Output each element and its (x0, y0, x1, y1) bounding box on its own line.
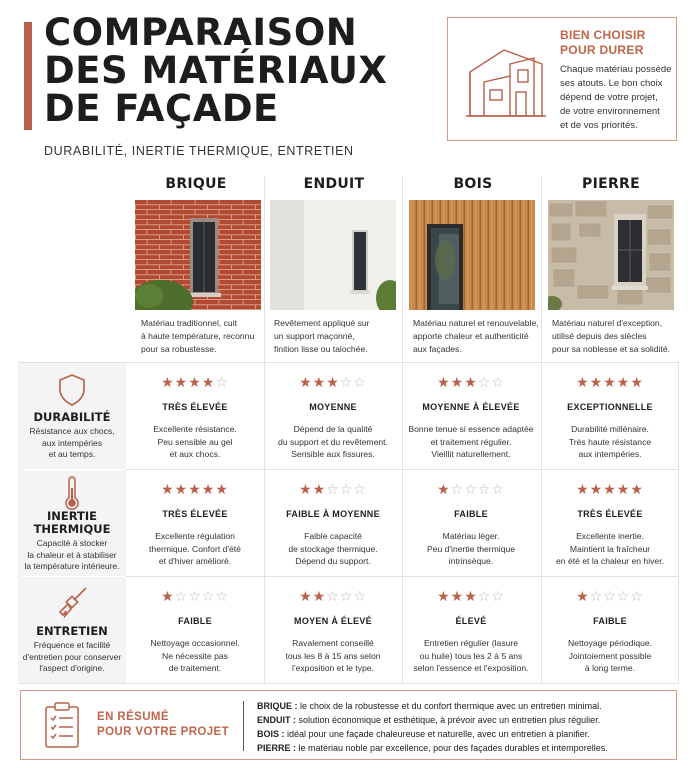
rating-cell (541, 588, 679, 675)
row-title: DURABILITÉ (33, 410, 111, 424)
star-filled-icon: ★ (630, 374, 644, 390)
intro-text: Chaque matériau possède ses atouts. Le bon choix dépend de votre projet, de votre environnement et de vos priorités. (560, 64, 672, 131)
star-empty-icon: ☆ (603, 588, 617, 604)
row-desc: Résistance aux chocs, aux intempéries et au temps. (29, 426, 115, 459)
star-empty-icon: ☆ (477, 374, 492, 390)
rating-cell (264, 374, 402, 461)
rating-cell (402, 588, 540, 675)
star-empty-icon: ☆ (589, 588, 604, 604)
material-desc-pierre: Matériau naturel d'exception, utilisé depuis des siècles pour sa noblesse et sa solidité. (552, 318, 670, 354)
star-empty-icon: ☆ (450, 481, 465, 497)
star-rating (126, 481, 264, 497)
rating-desc: Faible capacité de stockage thermique. Dépend du support. (288, 531, 378, 566)
star-filled-icon: ★ (589, 374, 604, 390)
rating-desc: Excellente régulation thermique. Confort d'été et d'hiver amélioré. (149, 531, 241, 566)
wood-facade-image (409, 200, 535, 310)
rating-level: EXCEPTIONNELLE (567, 402, 653, 412)
star-filled-icon: ★ (616, 374, 631, 390)
row-desc: Fréquence et facilité d'entretien pour conserver l'aspect d'origine. (22, 640, 122, 673)
star-filled-icon: ★ (312, 481, 327, 497)
star-empty-icon: ☆ (630, 588, 644, 604)
intro-title: BIEN CHOISIR POUR DURER (560, 28, 646, 57)
column-header-bois: BOIS (453, 176, 493, 192)
material-desc-brique: Matériau traditionnel, cuit à haute température, reconnu pour sa robustesse. (141, 318, 255, 354)
star-empty-icon: ☆ (353, 481, 367, 497)
rating-cell (264, 588, 402, 675)
star-rating (402, 588, 540, 604)
rating-level: MOYEN À ÉLEVÉ (294, 616, 372, 626)
star-empty-icon: ☆ (464, 481, 478, 497)
page-subtitle: DURABILITÉ, INERTIE THERMIQUE, ENTRETIEN (44, 144, 354, 158)
star-filled-icon: ★ (603, 374, 617, 390)
star-empty-icon: ☆ (491, 374, 505, 390)
rating-desc: Matériau léger. Peu d'inertie thermique intrinsèque. (426, 531, 516, 566)
star-empty-icon: ☆ (477, 481, 492, 497)
rating-level: FAIBLE (178, 616, 212, 626)
star-empty-icon: ☆ (174, 588, 189, 604)
row-desc: Capacité à stocker la chaleur et à stabiliser la température intérieure. (24, 538, 120, 571)
page-title: COMPARAISON DES MATÉRIAUX DE FAÇADE (44, 11, 388, 130)
summary-line: BOIS : idéal pour une façade chaleureuse et naturelle, avec un entretien à planifier. (257, 729, 590, 739)
rating-desc: Entretien régulier (lasure ou huile) tous les 2 à 5 ans selon l'essence et l'exposition. (413, 638, 529, 673)
row-header-entretien (18, 577, 126, 683)
rating-cell (402, 481, 540, 568)
star-filled-icon: ★ (188, 481, 202, 497)
star-empty-icon: ☆ (188, 588, 202, 604)
rating-desc: Bonne tenue si essence adaptée et traitement régulier. Vieillit naturellement. (408, 424, 534, 459)
star-rating (126, 374, 264, 390)
star-rating (541, 374, 679, 390)
star-rating (264, 588, 402, 604)
star-empty-icon: ☆ (491, 588, 505, 604)
summary-line: PIERRE : le matériau noble par excellence, pour des façades durables et intemporelles. (257, 743, 608, 753)
rating-desc: Nettoyage périodique. Jointoiement possible à long terme. (567, 638, 653, 673)
star-filled-icon: ★ (576, 374, 590, 390)
clipboard-icon (43, 701, 81, 749)
accent-bar (24, 22, 32, 130)
summary-line: BRIQUE : le choix de la robustesse et du confort thermique avec un entretien minimal. (257, 701, 602, 711)
rating-cell (402, 374, 540, 461)
material-desc-bois: Matériau naturel et renouvelable, apporte chaleur et authenticité aux façades. (413, 318, 539, 354)
rating-desc: Nettoyage occasionnel. Ne nécessite pas de traitement. (150, 638, 240, 673)
rating-level: MOYENNE À ÉLEVÉE (422, 402, 520, 412)
intro-box (447, 17, 677, 141)
star-filled-icon: ★ (437, 481, 451, 497)
star-empty-icon: ☆ (353, 374, 367, 390)
star-filled-icon: ★ (174, 374, 189, 390)
star-filled-icon: ★ (464, 588, 478, 604)
star-filled-icon: ★ (576, 481, 590, 497)
material-desc-enduit: Revêtement appliqué sur un support maçonné, finition lisse ou talochée. (274, 318, 370, 354)
rating-level: ÉLEVÉ (455, 616, 487, 626)
rating-level: FAIBLE (593, 616, 627, 626)
star-filled-icon: ★ (201, 374, 216, 390)
star-filled-icon: ★ (215, 481, 229, 497)
star-empty-icon: ☆ (339, 374, 354, 390)
star-empty-icon: ☆ (491, 481, 505, 497)
star-empty-icon: ☆ (326, 588, 340, 604)
rating-cell (541, 374, 679, 461)
star-filled-icon: ★ (326, 374, 340, 390)
star-filled-icon: ★ (312, 374, 327, 390)
star-filled-icon: ★ (188, 374, 202, 390)
render-facade-image (270, 200, 396, 310)
paintbrush-icon (54, 585, 90, 619)
star-filled-icon: ★ (312, 588, 327, 604)
star-rating (402, 374, 540, 390)
row-title: ENTRETIEN (36, 624, 108, 638)
rating-desc: Durabilité millénaire. Très haute résistance aux intempéries. (568, 424, 652, 459)
star-rating (541, 588, 679, 604)
star-filled-icon: ★ (161, 374, 175, 390)
summary-line: ENDUIT : solution économique et esthétique, à prévoir avec un entretien plus régulier. (257, 715, 601, 725)
rating-desc: Dépend de la qualité du support et du revêtement. Sensible aux fissures. (278, 424, 388, 459)
star-rating (402, 481, 540, 497)
row-divider (126, 576, 679, 577)
summary-title: EN RÉSUMÉ POUR VOTRE PROJET (97, 711, 230, 738)
row-header-durabilite (18, 363, 126, 469)
rating-level: TRÈS ÉLEVÉE (577, 509, 643, 519)
rating-level: TRÈS ÉLEVÉE (162, 509, 228, 519)
rating-level: FAIBLE À MOYENNE (286, 509, 380, 519)
star-rating (126, 588, 264, 604)
rating-cell (264, 481, 402, 568)
star-rating (264, 481, 402, 497)
star-empty-icon: ☆ (339, 588, 354, 604)
house-icon (464, 42, 548, 120)
star-filled-icon: ★ (450, 374, 465, 390)
rating-level: MOYENNE (309, 402, 357, 412)
shield-icon (57, 373, 87, 407)
star-filled-icon: ★ (437, 588, 451, 604)
rating-cell (126, 588, 264, 675)
star-filled-icon: ★ (589, 481, 604, 497)
star-filled-icon: ★ (616, 481, 631, 497)
star-filled-icon: ★ (437, 374, 451, 390)
rating-cell (126, 481, 264, 568)
star-filled-icon: ★ (630, 481, 644, 497)
rating-desc: Excellente résistance. Peu sensible au gel et aux chocs. (153, 424, 237, 459)
row-divider (126, 469, 679, 470)
star-filled-icon: ★ (576, 588, 590, 604)
star-empty-icon: ☆ (215, 588, 229, 604)
star-filled-icon: ★ (161, 588, 175, 604)
rating-desc: Ravalement conseillé tous les 8 à 15 ans selon l'exposition et le type. (285, 638, 381, 673)
star-rating (264, 374, 402, 390)
star-filled-icon: ★ (299, 481, 313, 497)
stone-facade-image (548, 200, 674, 310)
column-header-enduit: ENDUIT (303, 176, 365, 192)
star-empty-icon: ☆ (326, 481, 340, 497)
rating-cell (126, 374, 264, 461)
summary-box (20, 690, 677, 760)
rating-level: TRÈS ÉLEVÉE (162, 402, 228, 412)
star-empty-icon: ☆ (201, 588, 216, 604)
rating-cell (541, 481, 679, 568)
star-filled-icon: ★ (299, 374, 313, 390)
star-filled-icon: ★ (161, 481, 175, 497)
star-filled-icon: ★ (464, 374, 478, 390)
summary-lines (257, 699, 608, 755)
star-rating (541, 481, 679, 497)
star-filled-icon: ★ (174, 481, 189, 497)
column-header-brique: BRIQUE (165, 176, 227, 192)
row-header-inertie (18, 470, 126, 576)
star-filled-icon: ★ (603, 481, 617, 497)
thermometer-icon (63, 476, 81, 510)
star-filled-icon: ★ (450, 588, 465, 604)
row-title: INERTIE THERMIQUE (33, 509, 111, 536)
star-empty-icon: ☆ (339, 481, 354, 497)
star-empty-icon: ☆ (477, 588, 492, 604)
rating-desc: Excellente inertie. Maintient la fraîcheur en été et la chaleur en hiver. (556, 531, 664, 566)
rating-level: FAIBLE (454, 509, 488, 519)
star-empty-icon: ☆ (353, 588, 367, 604)
column-header-pierre: PIERRE (582, 176, 640, 192)
star-empty-icon: ☆ (616, 588, 631, 604)
summary-divider (243, 701, 244, 751)
star-filled-icon: ★ (201, 481, 216, 497)
star-filled-icon: ★ (299, 588, 313, 604)
star-empty-icon: ☆ (215, 374, 229, 390)
brick-facade-image (135, 200, 261, 310)
